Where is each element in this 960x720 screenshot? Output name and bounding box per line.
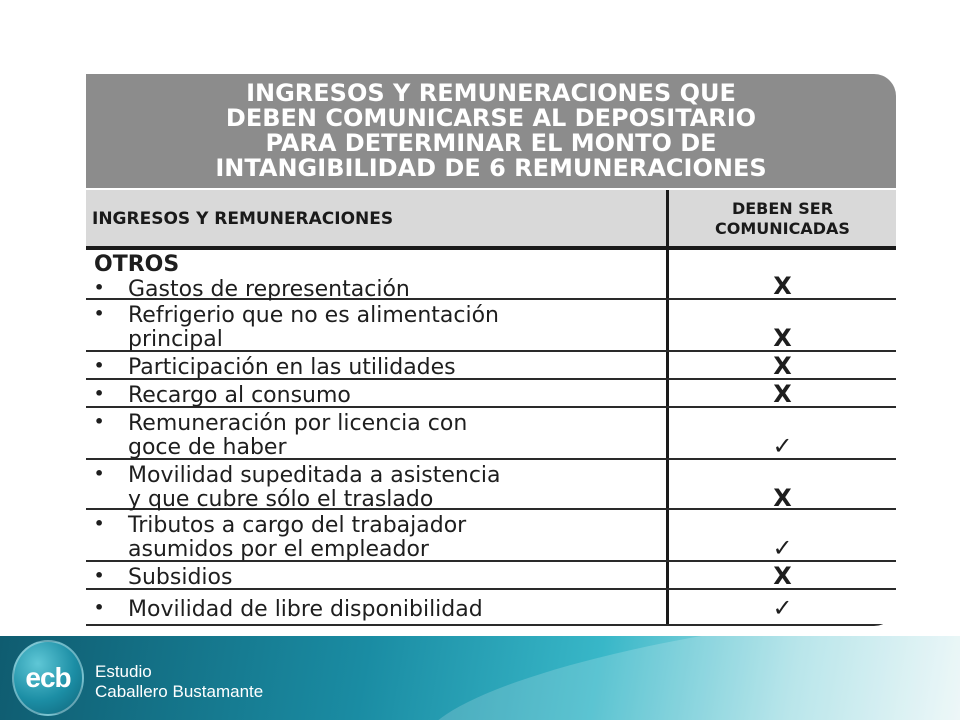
table-row <box>86 510 896 562</box>
bullet-icon: • <box>94 566 105 585</box>
bullet-icon: • <box>94 304 105 323</box>
row-mark: X <box>773 562 792 590</box>
row-text: Refrigerio que no es alimentación <box>128 303 500 328</box>
bullet-icon: • <box>94 464 105 483</box>
row-mark: X <box>773 380 792 408</box>
row-label <box>94 564 660 590</box>
bullet-icon: • <box>94 278 105 297</box>
row-text: Recargo al consumo <box>128 383 351 408</box>
row-mark: X <box>773 324 792 352</box>
bullet-icon: • <box>94 514 105 533</box>
row-text: Subsidios <box>128 565 233 590</box>
row-text-cont: goce de haber <box>128 435 287 460</box>
row-mark: X <box>773 272 792 300</box>
table-row <box>86 380 896 408</box>
row-text: Movilidad de libre disponibilidad <box>128 597 483 622</box>
ecb-logo <box>12 640 84 716</box>
row-text: Movilidad supeditada a asistencia <box>128 463 501 488</box>
row-text: Gastos de representación <box>128 277 410 302</box>
row-mark: X <box>773 352 792 380</box>
table-header <box>86 190 896 248</box>
row-mark: X <box>773 484 792 512</box>
row-label <box>94 410 660 460</box>
header-comunicadas <box>669 190 896 248</box>
table-title <box>86 74 896 188</box>
row-label <box>94 382 660 408</box>
header-ingresos: INGRESOS Y REMUNERACIONES <box>92 209 394 229</box>
row-text-cont: y que cubre sólo el traslado <box>128 487 434 512</box>
row-label <box>94 302 660 352</box>
table-row <box>86 352 896 380</box>
header-comunicadas-line1: DEBEN SER <box>731 199 834 218</box>
row-label <box>94 462 660 512</box>
logo-text: ecb <box>25 662 71 693</box>
table-row <box>86 300 896 352</box>
row-text: Participación en las utilidades <box>128 355 456 380</box>
footer-banner <box>0 636 960 720</box>
header-comunicadas-line2: COMUNICADAS <box>715 219 850 238</box>
table-row <box>86 562 896 590</box>
title-line: INTANGIBILIDAD DE 6 REMUNERACIONES <box>215 154 767 182</box>
row-label <box>94 596 660 622</box>
row-text-cont: principal <box>128 327 223 352</box>
row-text: Tributos a cargo del trabajador <box>128 513 467 538</box>
bullet-icon: • <box>94 598 105 617</box>
table-row <box>86 250 896 300</box>
row-mark: ✓ <box>772 432 793 460</box>
row-text: Remuneración por licencia con <box>128 411 468 436</box>
row-mark: ✓ <box>772 594 793 622</box>
bullet-icon: • <box>94 356 105 375</box>
title-line: INGRESOS Y REMUNERACIONES QUE <box>246 79 736 107</box>
table-row <box>86 590 896 626</box>
table-row <box>86 460 896 510</box>
remuneraciones-table <box>86 74 896 626</box>
footer-wave-decoration <box>414 636 960 720</box>
brand-name <box>95 662 263 702</box>
brand-line2: Caballero Bustamante <box>95 682 264 701</box>
bullet-icon: • <box>94 412 105 431</box>
row-label <box>94 354 660 380</box>
brand-line1: Estudio <box>95 662 152 681</box>
row-label <box>94 512 660 562</box>
row-text-cont: asumidos por el empleador <box>128 537 429 562</box>
title-line: DEBEN COMUNICARSE AL DEPOSITARIO <box>225 104 757 132</box>
title-line: PARA DETERMINAR EL MONTO DE <box>265 129 717 157</box>
table-row <box>86 408 896 460</box>
section-title: OTROS <box>94 252 180 277</box>
row-mark: ✓ <box>772 534 793 562</box>
row-label <box>94 254 660 302</box>
bullet-icon: • <box>94 384 105 403</box>
